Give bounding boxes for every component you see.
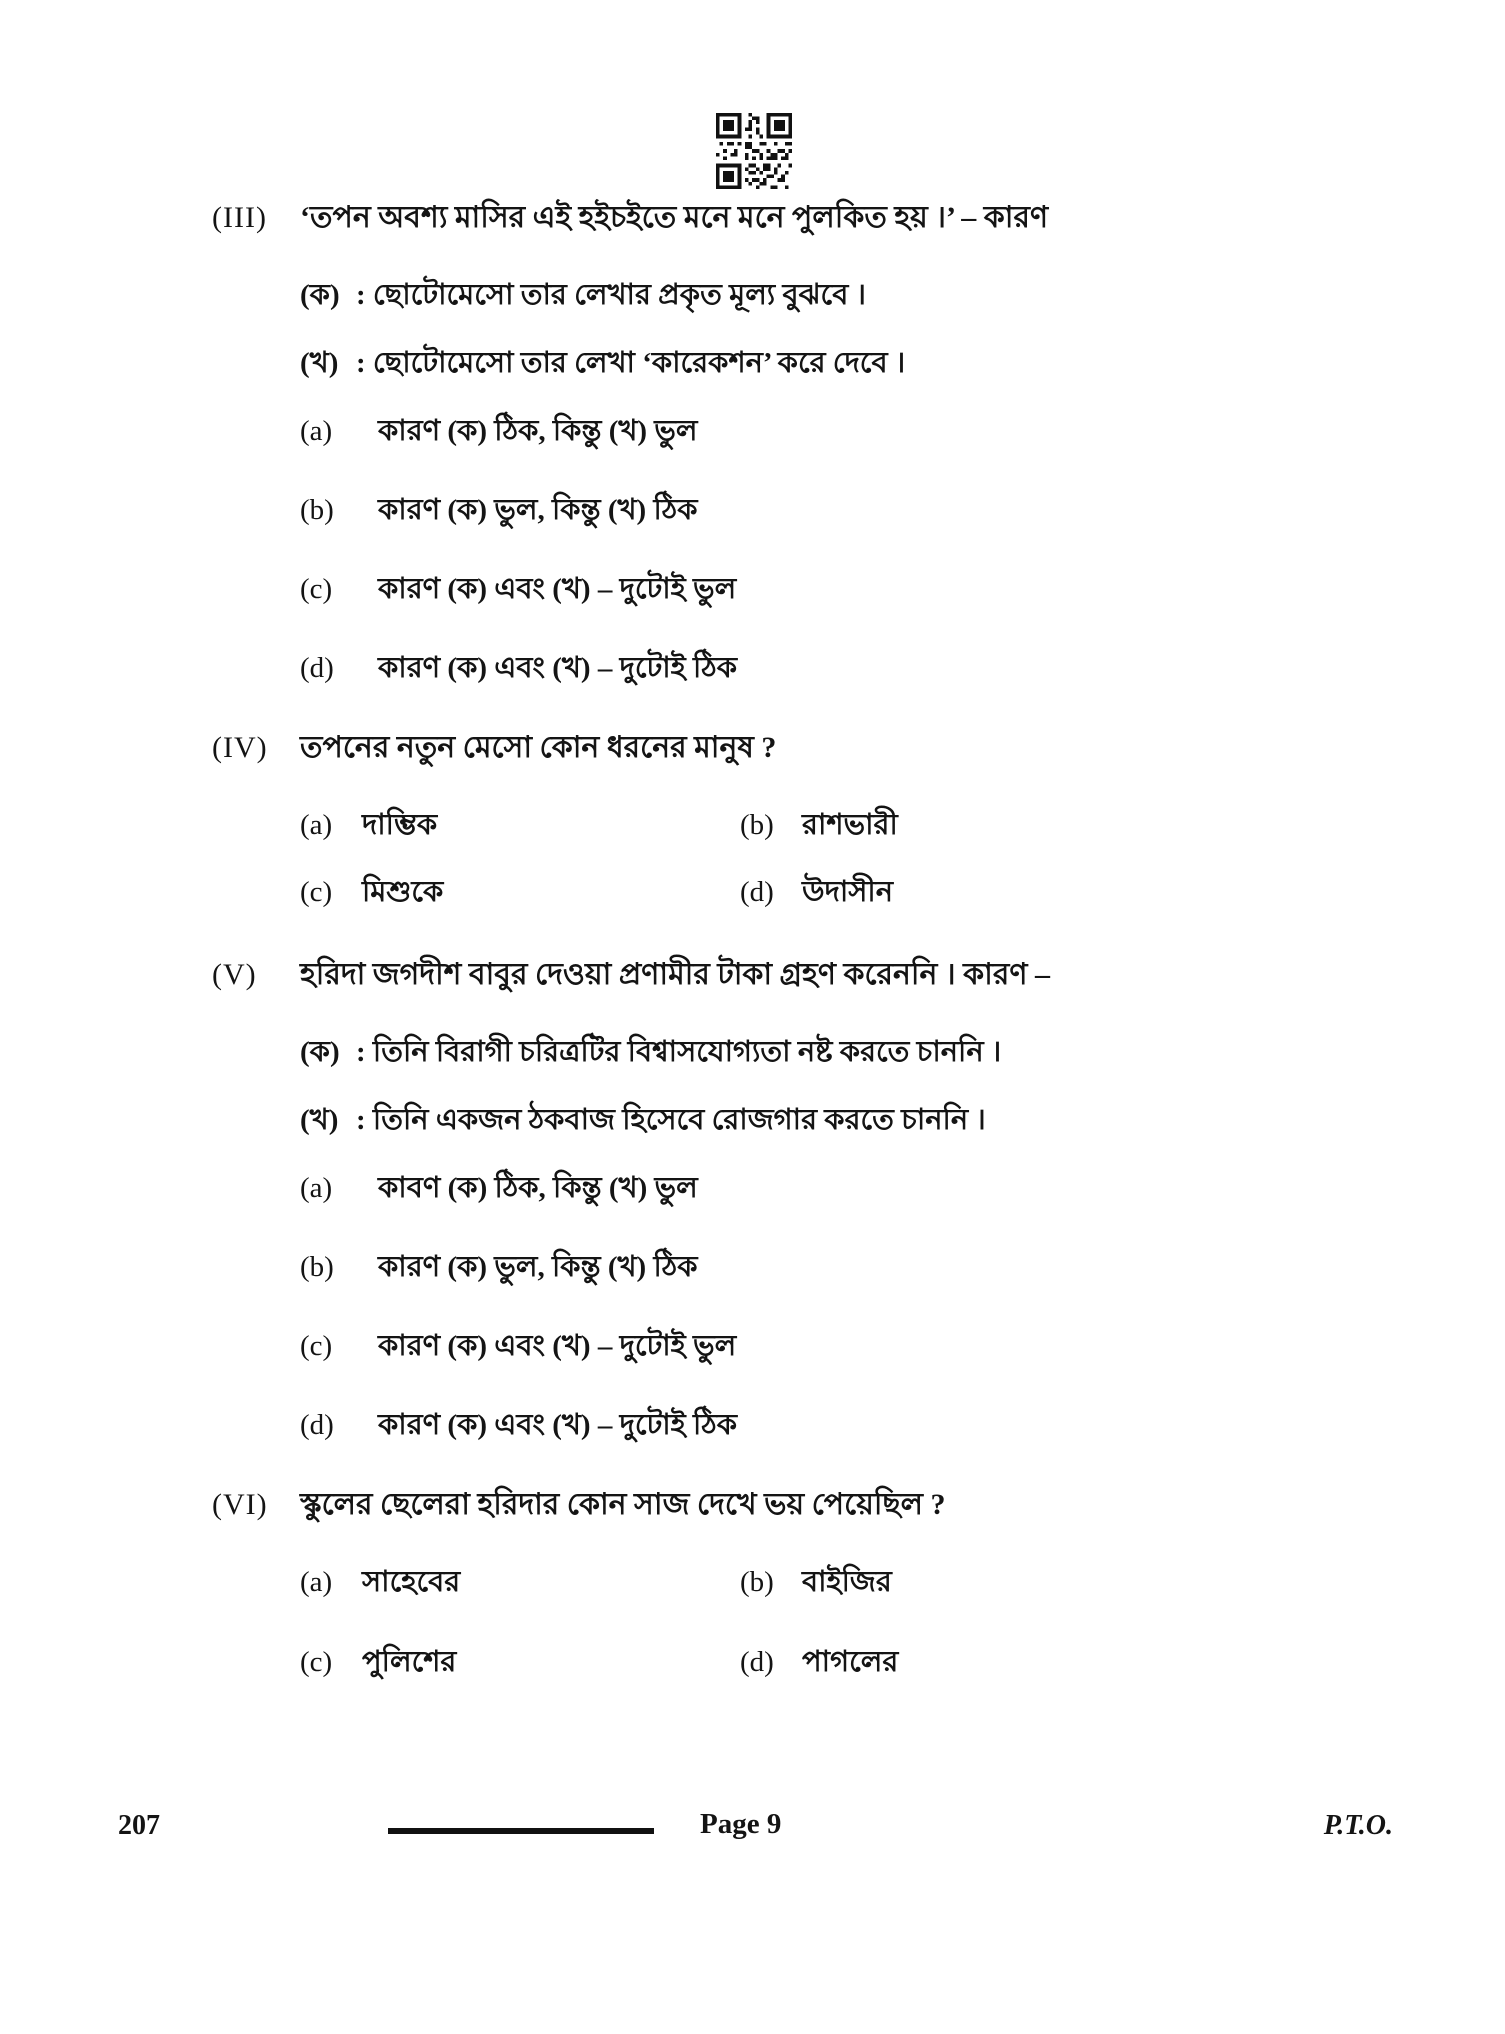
option-text: কারণ (ক) ঠিক, কিন্তু (খ) ভুল (378, 415, 698, 447)
question-v-text: হরিদা জগদীশ বাবুর দেওয়া প্রণামীর টাকা গ্রহণ করেননি । কারণ – (300, 958, 1050, 991)
footer-rule (388, 1828, 654, 1834)
statement-text: : তিনি একজন ঠকবাজ হিসেবে রোজগার করতে চাননি । (356, 1104, 986, 1136)
question-vi (212, 1483, 1415, 1683)
option-text: কারণ (ক) এবং (খ) – দুটোই ঠিক (378, 652, 738, 684)
qr-code-image (716, 112, 792, 190)
option-text: কারণ (ক) ভুল, কিন্তু (খ) ঠিক (378, 1251, 698, 1283)
option-text: দাম্ভিক (362, 809, 438, 841)
option-label: (b) (300, 494, 334, 526)
statement-ka (300, 1031, 1415, 1073)
option-text: কারণ (ক) এবং (খ) – দুটোই ভুল (378, 1330, 737, 1362)
option-c (300, 1641, 740, 1683)
statement-ka (300, 274, 1415, 316)
option-text: বাইজির (802, 1566, 892, 1598)
option-c (300, 871, 740, 913)
option-b (740, 804, 1415, 846)
option-c (300, 1325, 1415, 1367)
statement-text: : ছোটোমেসো তার লেখা ‘কারেকশন’ করে দেবে । (356, 347, 906, 379)
option-text: রাশভারী (802, 809, 898, 841)
option-a (300, 1561, 740, 1603)
question-vi-options (300, 1561, 1415, 1683)
question-vi-heading (212, 1483, 1415, 1527)
paper-code: 207 (118, 1810, 160, 1841)
option-text: কাবণ (ক) ঠিক, কিন্তু (খ) ভুল (378, 1172, 698, 1204)
questions-area (212, 196, 1415, 1697)
option-text: মিশুকে (362, 876, 444, 908)
question-iv-text: তপনের নতুন মেসো কোন ধরনের মানুষ ? (300, 731, 777, 764)
pto-label: P.T.O. (1323, 1810, 1393, 1841)
option-label: (d) (740, 876, 774, 908)
option-label: (b) (740, 809, 774, 841)
question-v-number: (V) (212, 958, 257, 991)
page-footer (0, 1806, 1505, 1850)
question-vi-number: (VI) (212, 1488, 268, 1521)
option-c (300, 568, 1415, 610)
option-label: (a) (300, 1566, 333, 1598)
question-iv-options (300, 804, 1415, 913)
option-text: পুলিশের (362, 1646, 457, 1678)
qr-code (716, 112, 792, 190)
question-iii-text: ‘তপন অবশ্য মাসির এই হইচইতে মনে মনে পুলকিত হয় ।’ – কারণ (300, 201, 1049, 234)
question-iv-number: (IV) (212, 731, 268, 764)
option-label: (b) (300, 1251, 334, 1283)
option-text: উদাসীন (802, 876, 893, 908)
statement-label: (খ) (300, 1104, 339, 1136)
option-d (300, 647, 1415, 689)
page-number: Page 9 (700, 1808, 782, 1840)
option-label: (a) (300, 1172, 333, 1204)
option-text: কারণ (ক) ভুল, কিন্তু (খ) ঠিক (378, 494, 698, 526)
option-b (740, 1561, 1415, 1603)
option-d (300, 1404, 1415, 1446)
statement-label: (ক) (300, 1036, 340, 1068)
option-a (300, 410, 1415, 452)
question-iii (212, 196, 1415, 689)
question-iv-heading (212, 726, 1415, 770)
option-label: (a) (300, 415, 333, 447)
question-v-heading (212, 953, 1415, 997)
option-label: (c) (300, 1330, 333, 1362)
option-d (740, 871, 1415, 913)
option-text: সাহেবের (362, 1566, 461, 1598)
option-b (300, 489, 1415, 531)
question-v (212, 953, 1415, 1446)
option-text: কারণ (ক) এবং (খ) – দুটোই ভুল (378, 573, 737, 605)
question-iii-options (212, 410, 1415, 689)
option-a (300, 1167, 1415, 1209)
option-label: (a) (300, 809, 333, 841)
option-label: (d) (300, 652, 334, 684)
option-label: (b) (740, 1566, 774, 1598)
option-d (740, 1641, 1415, 1683)
statement-text: : ছোটোমেসো তার লেখার প্রকৃত মূল্য বুঝবে । (356, 279, 866, 311)
statement-kha (300, 342, 1415, 384)
question-iii-number: (III) (212, 201, 267, 234)
question-vi-text: স্কুলের ছেলেরা হরিদার কোন সাজ দেখে ভয় পেয়েছিল ? (300, 1488, 946, 1521)
option-label: (d) (300, 1409, 334, 1441)
statement-label: (খ) (300, 347, 339, 379)
option-label: (c) (300, 573, 333, 605)
option-text: পাগলের (802, 1646, 899, 1678)
option-b (300, 1246, 1415, 1288)
option-a (300, 804, 740, 846)
option-text: কারণ (ক) এবং (খ) – দুটোই ঠিক (378, 1409, 738, 1441)
question-iii-heading (212, 196, 1415, 240)
option-label: (c) (300, 876, 333, 908)
statement-kha (300, 1099, 1415, 1141)
statement-text: : তিনি বিরাগী চরিত্রটির বিশ্বাসযোগ্যতা নষ্ট করতে চাননি । (356, 1036, 1002, 1068)
statement-label: (ক) (300, 279, 340, 311)
option-label: (c) (300, 1646, 333, 1678)
question-iv (212, 726, 1415, 913)
question-v-options (212, 1167, 1415, 1446)
option-label: (d) (740, 1646, 774, 1678)
